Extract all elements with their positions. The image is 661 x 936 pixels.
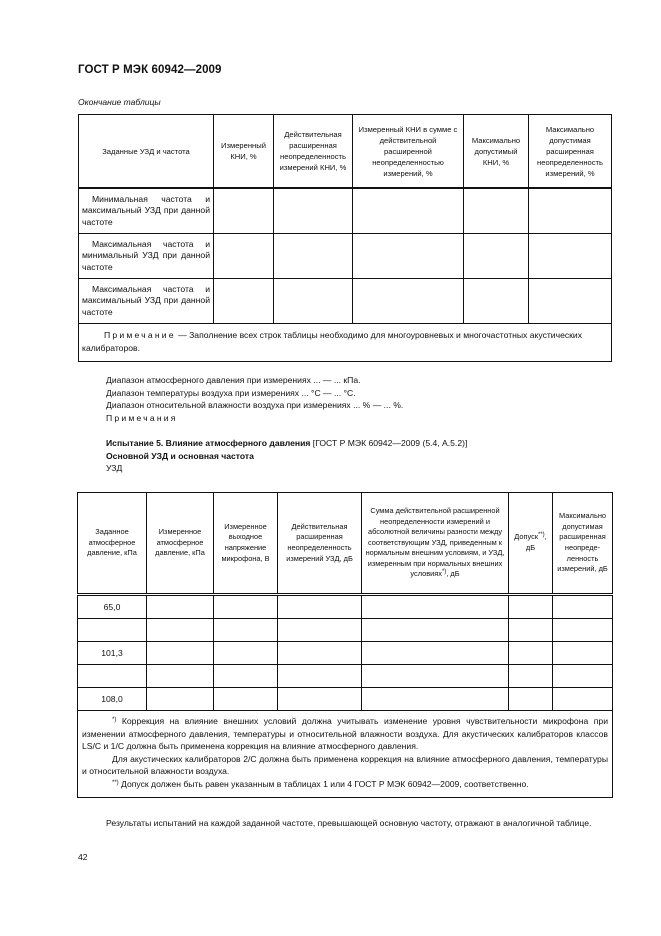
footnote-1 [82,715,608,753]
table-cell [214,642,278,665]
table-cell [274,188,353,234]
table-cell [278,642,362,665]
column-header-text: Сумма действительной расширенной неопределенности измерений и абсолютной величины разности между соответствующим УЗД, приведенным к нормальным внешним условиям, и УЗД, измеренным при нормальных внешних условиях [365,505,505,579]
table-cell [509,688,553,711]
pressure-range: Диапазон атмосферного давления при измерениях ... — ... кПа. [106,375,361,385]
set-pressure-cell: 65,0 [78,595,147,619]
footnote-text: Для акустических калибраторов 2/С должна быть применена коррекция на влияние атмосферного давления, температуры и относительной влажности воздуха. [82,753,608,777]
table-cell [278,595,362,619]
table-cell [147,642,214,665]
table-cell [147,619,214,642]
table-cell [274,234,353,279]
table-cell [509,595,553,619]
table-header-row [79,115,612,189]
table-row [78,688,613,711]
test5-reference: [ГОСТ Р МЭК 60942—2009 (5.4, А.5.2)] [310,438,468,448]
column-header [509,493,553,595]
column-header: Измеренный КНИ, % [214,115,274,189]
pressure-influence-table [77,492,613,798]
results-paragraph [78,817,612,831]
table-cell [214,279,274,324]
table-caption: Окончание таблицы [78,97,161,107]
column-header: Заданные УЗД и частота [79,115,214,189]
table-footnotes-row [78,711,613,798]
table-cell [214,665,278,688]
table-cell [353,279,464,324]
table-cell [214,234,274,279]
table-cell [362,688,509,711]
column-header-unit: , дБ [446,569,460,579]
table-cell [529,188,612,234]
footnote-text: Коррекция на влияние внешних условий должна учитывать изменение уровня чувствительности микрофона при изменении атмосферного давления, температуры и относительной влажности воздуха. Для акустических калибраторов классов LS/C и 1/C должна быть применена коррекция на влияние атмосферного давления. [82,716,608,752]
footnote-ref: **) [538,532,545,539]
row-label [79,234,214,279]
table-row [79,234,612,279]
set-pressure-cell: 101,3 [78,642,147,665]
row-label-text: Минимальная частота и максимальный УЗД при данной частоте [82,193,210,227]
footnote-ref: *) [441,569,447,576]
column-header: Действительная расширенная неопределенность измерений УЗД, дБ [278,493,362,595]
note-label: Примечание [104,330,176,340]
test5-heading [106,437,467,475]
set-pressure-cell [78,619,147,642]
note-text: — Заполнение всех строк таблицы необходимо для многоуровневых и многочастотных акустических калибраторов. [82,330,583,353]
table-cell [278,688,362,711]
table-cell [214,619,278,642]
table-row [78,642,613,665]
table-row [79,188,612,234]
column-header: Измеренный КНИ в сумме с действительной расширенной неопределенностью измерений, % [353,115,464,189]
table-cell [362,619,509,642]
table-cell [278,665,362,688]
table-cell [553,665,613,688]
table-row [78,665,613,688]
thd-results-table [78,114,612,362]
table-cell [353,188,464,234]
table-cell [509,665,553,688]
page-number: 42 [78,852,88,862]
test5-unit-label: УЗД [106,463,123,474]
column-header: Максимально допустимый КНИ, % [464,115,529,189]
table-cell [529,234,612,279]
document-header: ГОСТ Р МЭК 60942—2009 [78,64,222,76]
footnote-1-continuation [82,753,608,778]
row-label-text: Максимальная частота и минимальный УЗД при данной частоте [82,238,210,272]
table-row [78,619,613,642]
column-header-unit: , дБ [525,532,547,552]
table-cell [274,279,353,324]
table-note-row [79,324,612,362]
table-footnotes [78,711,613,798]
table-cell [509,619,553,642]
table-cell [362,642,509,665]
table-cell [362,595,509,619]
table-cell [464,188,529,234]
row-label-text: Максимальная частота и максимальный УЗД при данной частоте [82,283,210,317]
set-pressure-cell: 108,0 [78,688,147,711]
column-header: Максимально допустимая расширенная неопределенность измерений, % [529,115,612,189]
table-cell [464,234,529,279]
table-cell [553,595,613,619]
table-cell [362,665,509,688]
footnote-mark: **) [112,779,119,786]
table-cell [147,595,214,619]
table-cell [553,642,613,665]
footnote-2 [82,778,608,791]
table-row [78,595,613,619]
column-header [362,493,509,595]
table-cell [553,688,613,711]
column-header: Измеренное атмосферное давление, кПа [147,493,214,595]
table-header-row [78,493,613,595]
table-cell [214,188,274,234]
table-row [79,279,612,324]
test5-title: Испытание 5. Влияние атмосферного давления [106,438,311,448]
column-header: Максимально допустимая расширенная неопреде-ленность измерений, дБ [553,493,613,595]
temperature-range: Диапазон температуры воздуха при измерениях ... °С — ... °С. [106,387,356,398]
table-cell [553,619,613,642]
notes-label: Примечания [106,412,178,423]
column-header-text: Допуск [514,532,538,542]
row-label [79,188,214,234]
footnote-mark: *) [112,717,117,723]
column-header: Действительная расширенная неопределенность измерений КНИ, % [274,115,353,189]
table-cell [509,642,553,665]
row-label [79,279,214,324]
table-cell [353,234,464,279]
column-header: Измеренное выходное напряжение микрофона, В [214,493,278,595]
table-cell [214,688,278,711]
column-header: Заданное атмосферное давление, кПа [78,493,147,595]
table-note [79,324,612,362]
results-text: Результаты испытаний на каждой заданной частоте, превышающей основную частоту, отражают в аналогичной таблице. [106,818,592,828]
table-cell [147,688,214,711]
table-cell [278,619,362,642]
test5-subtitle: Основной УЗД и основная частота [106,450,254,461]
footnote-text: Допуск должен быть равен указанным в таблицах 1 или 4 ГОСТ Р МЭК 60942—2009, соответственно. [118,778,529,789]
measurement-ranges [106,374,403,424]
table-cell [214,595,278,619]
humidity-range: Диапазон относительной влажности воздуха при измерениях ... % — ... %. [106,400,404,411]
table-cell [464,279,529,324]
set-pressure-cell [78,665,147,688]
table-cell [529,279,612,324]
table-cell [147,665,214,688]
